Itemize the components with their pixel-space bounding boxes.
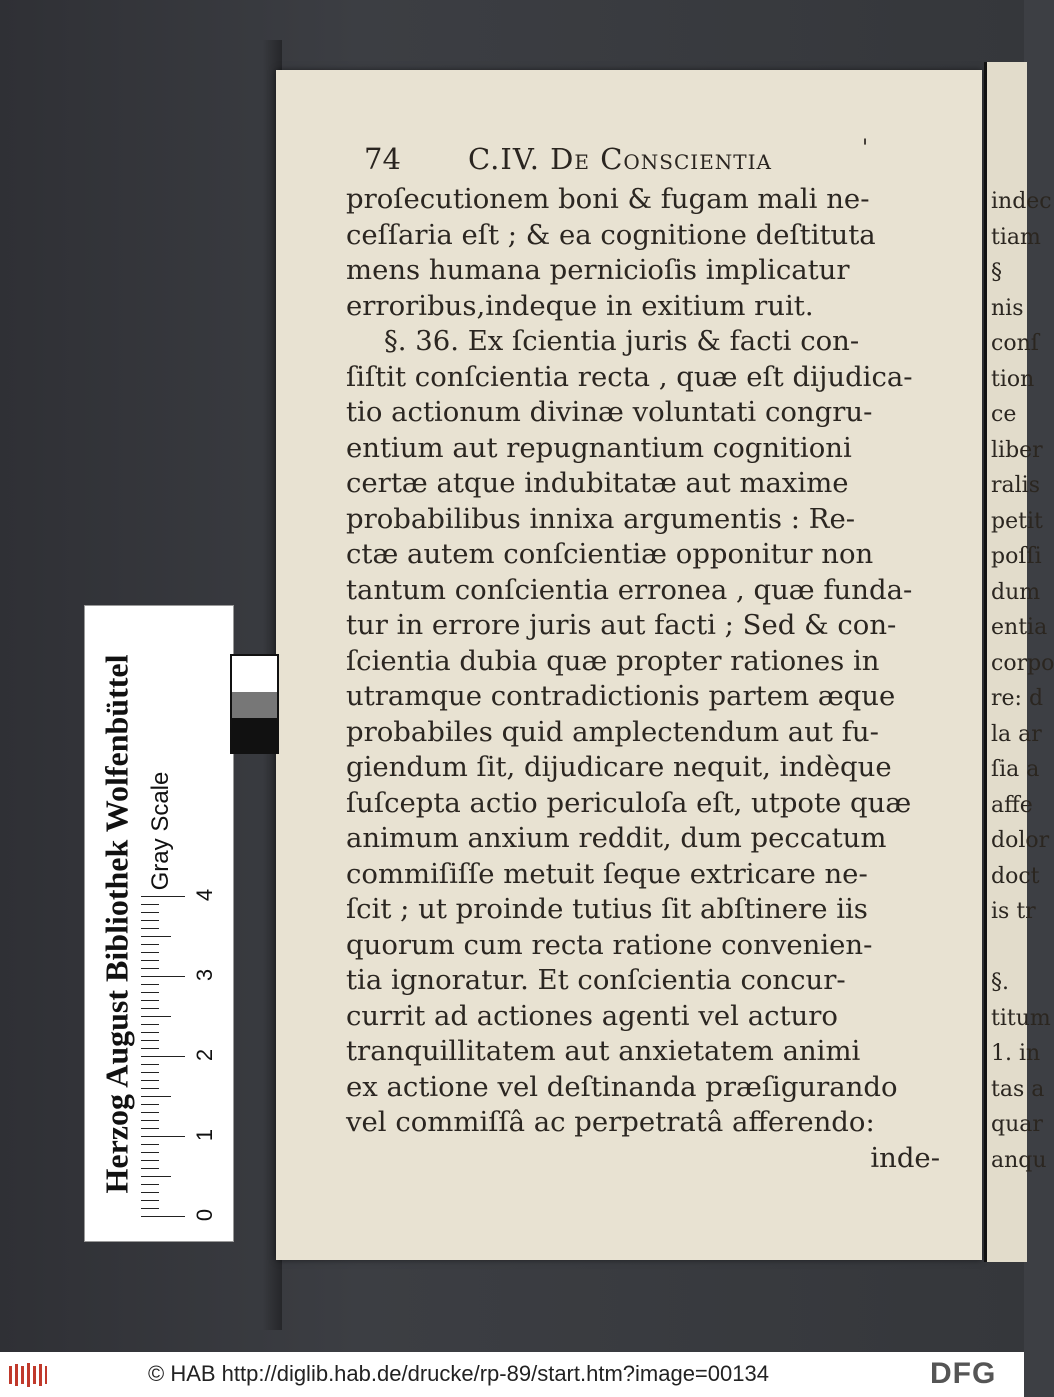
adjacent-fragment: anqu <box>991 1147 1047 1173</box>
running-head: C.IV. De Conscientia <box>468 142 772 176</box>
page-mark: ' <box>862 136 869 161</box>
ruler-ticks <box>141 888 231 1226</box>
ruler-tick <box>141 1208 159 1209</box>
ruler-tick <box>141 904 159 905</box>
ruler-tick <box>141 1176 171 1177</box>
adjacent-fragment: petit <box>991 508 1043 534</box>
ruler-tick <box>141 1080 159 1081</box>
text-line: quorum cum recta ratione convenien- <box>346 928 873 961</box>
adjacent-fragment: tion <box>991 366 1035 392</box>
adjacent-fragment: § <box>991 260 1002 285</box>
text-line: tio actionum divinæ voluntati congru- <box>346 396 873 428</box>
text-line: giendum ſit, dijudicare nequit, indèque <box>346 751 892 783</box>
ruler-tick <box>141 1088 159 1089</box>
text-line: ſuſcepta actio periculoſa eſt, utpote quæ <box>346 786 912 819</box>
ruler-tick <box>141 976 185 977</box>
adjacent-fragment: tas a <box>991 1076 1045 1102</box>
adjacent-fragment: la ar <box>991 721 1042 747</box>
gray-swatch-mid <box>230 692 279 718</box>
ruler-tick <box>141 1168 159 1169</box>
text-line: animum anxium reddit, dum peccatum <box>346 822 887 854</box>
text-line: commiſiſſe metuit ſeque extricare ne- <box>346 857 868 890</box>
adjacent-fragment: dolor <box>991 828 1050 853</box>
text-line: ctæ autem conſcientiæ opponitur non <box>346 538 874 570</box>
text-line: utramque contradictionis partem æque <box>346 680 896 712</box>
ruler-number: 4 <box>192 888 218 902</box>
text-line: mens humana pernicioſis implicatur <box>346 254 850 286</box>
ruler-tick <box>141 1184 159 1185</box>
ruler-tick <box>141 1112 159 1113</box>
copyright-link[interactable]: © HAB http://diglib.hab.de/drucke/rp-89/start.htm?image=00134 <box>148 1361 769 1386</box>
text-line: tur in errore juris aut facti ; Sed & con- <box>346 609 897 641</box>
ruler-number: 2 <box>192 1048 218 1062</box>
ruler-tick <box>141 1008 159 1009</box>
ruler-tick <box>141 920 159 921</box>
text-line: ex actione vel deſtinanda præſigurando <box>346 1070 898 1103</box>
hab-logo-icon <box>8 1362 48 1388</box>
institution-text: Herzog August Bibliothek Wolfenbüttel <box>98 653 135 1194</box>
text-line: probabiles quid amplectendum aut fu- <box>346 715 879 748</box>
gray-scale-text: Gray Scale <box>147 771 174 891</box>
adjacent-fragment: is tr <box>991 899 1036 924</box>
text-line: ſiſtit conſcientia recta , quæ eſt dijudica- <box>346 360 913 393</box>
ruler-tick <box>141 1016 171 1017</box>
ruler-tick <box>141 1136 185 1137</box>
text-line: ſcientia dubia quæ propter rationes in <box>346 644 880 677</box>
adjacent-page-edge <box>984 62 1054 1262</box>
ruler-tick <box>141 952 159 953</box>
ruler-tick <box>141 960 159 961</box>
ruler-number: 0 <box>192 1208 218 1222</box>
text-line: §. 36. Ex ſcientia juris & facti con- <box>384 325 860 357</box>
adjacent-fragment: indec <box>991 189 1052 214</box>
gray-scale-label <box>139 771 183 891</box>
ruler-tick <box>141 912 159 913</box>
adjacent-fragment: ſia a <box>991 757 1040 782</box>
adjacent-fragment: affe <box>991 792 1033 818</box>
ruler-tick <box>141 1048 159 1049</box>
adjacent-fragment: nis <box>991 295 1024 321</box>
adjacent-fragment: §. <box>991 970 1009 995</box>
ruler-tick <box>141 1128 159 1129</box>
ruler-tick <box>141 984 159 985</box>
gray-swatch-white <box>230 654 279 694</box>
ruler-tick <box>141 968 159 969</box>
ruler-tick <box>141 1040 159 1041</box>
ruler-tick <box>141 1216 185 1217</box>
ruler-tick <box>141 1072 159 1073</box>
text-line: ſcit ; ut proinde tutius ſit abſtinere iis <box>346 893 868 925</box>
text-line: currit ad actiones agenti vel acturo <box>346 999 838 1032</box>
adjacent-fragment <box>987 930 1027 966</box>
ruler-tick <box>141 1160 159 1161</box>
adjacent-fragment: re: d <box>991 686 1044 711</box>
ruler-number: 1 <box>192 1128 218 1142</box>
text-line: vel commiſſâ ac perpetratâ afferendo: <box>346 1106 875 1138</box>
adjacent-fragment: ce <box>991 402 1017 427</box>
ruler-tick <box>141 1152 159 1153</box>
ruler-tick <box>141 1200 159 1201</box>
book-page <box>276 70 982 1260</box>
ruler-tick <box>141 1192 159 1193</box>
adjacent-fragment: entia <box>991 615 1048 640</box>
ruler-tick <box>141 1120 159 1121</box>
page-text <box>346 182 946 1176</box>
adjacent-fragment: titum <box>991 1005 1051 1031</box>
ruler-tick <box>141 1056 185 1057</box>
adjacent-fragment: poſſi <box>991 544 1042 569</box>
text-line: tantum conſcientia erronea , quæ funda- <box>346 573 913 606</box>
ruler-number: 3 <box>192 968 218 982</box>
text-line: entium aut repugnantium cognitioni <box>346 431 852 464</box>
text-line: certæ atque indubitatæ aut maxime <box>346 467 849 499</box>
ruler-tick <box>141 944 159 945</box>
ruler-tick <box>141 1144 159 1145</box>
adjacent-page-text <box>987 184 1054 1178</box>
adjacent-fragment: quar <box>991 1112 1043 1137</box>
ruler-tick <box>141 992 159 993</box>
page-number: 74 <box>364 142 401 176</box>
adjacent-fragment: ralis <box>991 473 1040 498</box>
adjacent-fragment: tiam <box>991 224 1041 250</box>
text-line: erroribus,indeque in exitium ruit. <box>346 289 814 322</box>
ruler-tick <box>141 936 171 937</box>
ruler-tick <box>141 1024 159 1025</box>
adjacent-fragment: dum <box>991 579 1041 605</box>
ruler-tick <box>141 1096 171 1097</box>
text-line: probabilibus innixa argumentis : Re- <box>346 502 856 535</box>
ruler-tick <box>141 928 159 929</box>
footer-bar <box>0 1352 1024 1397</box>
ruler-tick <box>141 1000 159 1001</box>
catchword: inde- <box>870 1141 940 1174</box>
text-line: proſecutionem boni & fugam mali ne- <box>346 183 870 215</box>
ruler-tick <box>141 1104 159 1105</box>
gray-swatch-black <box>230 718 279 754</box>
institution-label <box>89 606 145 1241</box>
text-line: tia ignoratur. Et conſcientia concur- <box>346 964 846 996</box>
scale-ruler <box>84 605 234 1242</box>
text-line: tranquillitatem aut anxietatem animi <box>346 1035 861 1067</box>
adjacent-fragment: doct <box>991 863 1040 889</box>
adjacent-fragment: conſ <box>991 331 1039 356</box>
adjacent-fragment: 1. in <box>991 1041 1041 1066</box>
adjacent-fragment: liber <box>991 437 1043 463</box>
ruler-tick <box>141 896 185 897</box>
dfg-logo: DFG <box>930 1357 997 1390</box>
text-line: ceſſaria eſt ; & ea cognitione deſtituta <box>346 218 876 251</box>
ruler-tick <box>141 1064 159 1065</box>
ruler-tick <box>141 1032 159 1033</box>
page-header <box>364 136 884 182</box>
adjacent-fragment: corpo <box>991 650 1054 676</box>
